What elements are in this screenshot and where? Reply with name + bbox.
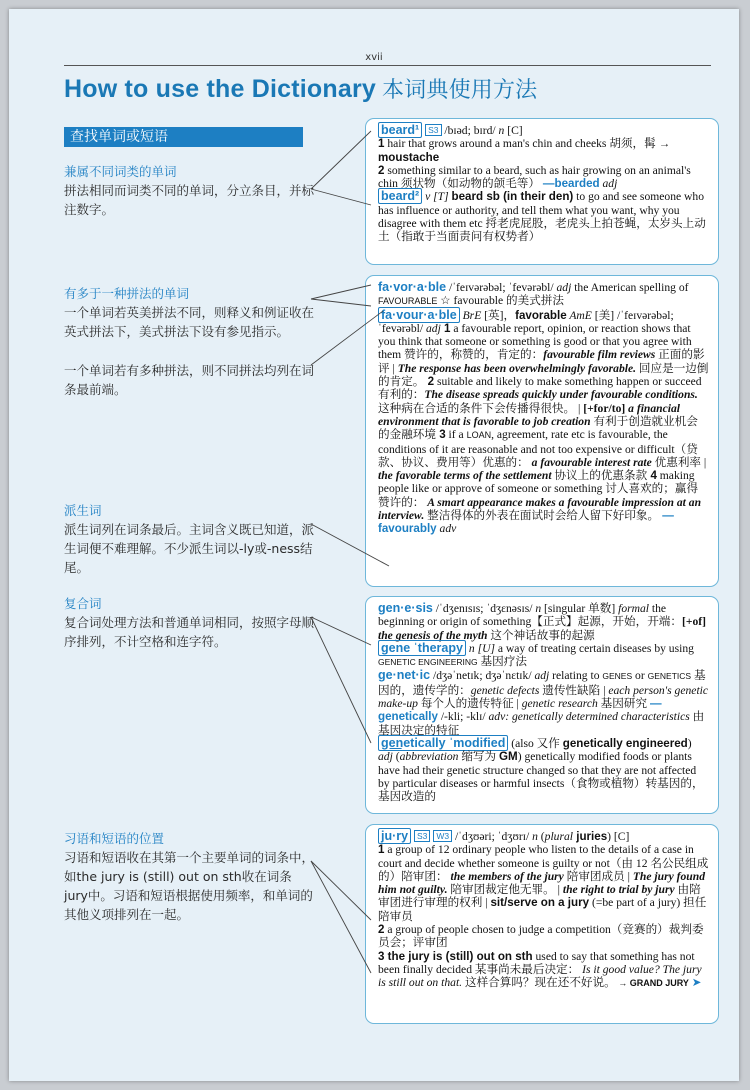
sense-number: 2 bbox=[424, 375, 435, 389]
collocation-translation: 担任陪审员 bbox=[378, 896, 707, 923]
frequency-tag-spoken: S3 bbox=[414, 830, 430, 842]
frequency-tag-written: W3 bbox=[433, 830, 452, 842]
sense-number: 4 bbox=[647, 469, 657, 483]
example-translation: 正面的影评 | bbox=[378, 348, 705, 375]
page-number: xvii bbox=[365, 52, 383, 63]
gloss: (=be part of a jury) bbox=[589, 896, 681, 910]
note-text-derivatives: 派生词列在词条最后。主词含义既已知道，派生词便不难理解。不少派生词以-ly或-ness结尾。 bbox=[64, 522, 315, 575]
part-of-speech: adv bbox=[436, 522, 457, 536]
title-en: How to use the Dictionary bbox=[64, 75, 376, 103]
part-of-speech: v [T] bbox=[422, 190, 452, 204]
definition: relating to bbox=[549, 669, 603, 683]
variant-form: genetically engineered bbox=[562, 736, 688, 750]
example: The response has been overwhelmingly favorable. bbox=[397, 361, 637, 375]
grammar-code: ) [C] bbox=[607, 830, 630, 843]
example-translation: 优惠利率 | bbox=[651, 455, 707, 469]
pronunciation: /-kli; -klɪ/ bbox=[437, 710, 489, 724]
arrow-icon: ➤ bbox=[688, 976, 702, 990]
example-translation: 这个神话故事的起源 bbox=[487, 628, 595, 642]
callout-line bbox=[311, 189, 371, 205]
callout-line bbox=[311, 524, 389, 566]
definition: something similar to a beard, such as hair growing on an animal's chin 须状物（如动物的颌毛等） bbox=[378, 163, 691, 191]
cross-reference: FAVOURABLE bbox=[378, 296, 438, 307]
part-of-speech: adj bbox=[556, 281, 572, 294]
cross-reference: → GRAND JURY bbox=[615, 978, 689, 989]
sense-number: 2 bbox=[378, 923, 385, 937]
cross-reference: GENETICS bbox=[647, 671, 692, 682]
headword-genetically-modified: ge͟netically ˈmodified bbox=[378, 735, 508, 751]
derivative: —favourably bbox=[378, 509, 674, 536]
definition: 基因的，遗传学的： bbox=[378, 669, 706, 697]
cross-reference: GENES bbox=[602, 671, 633, 682]
note-heading-idioms: 习语和短语的位置 bbox=[64, 831, 165, 846]
callout-line bbox=[311, 861, 371, 973]
note-text-spellings-1: 一个单词若英美拼法不同，则释义和例证收在英式拼法下，美式拼法下设有参见指示。 bbox=[64, 305, 315, 339]
note-text-idioms: 习语和短语收在其第一个主要单词的词条中，如the jury is (still) out on sth收在词条jury中。习语和短语根据使用频率，和单词的其他义项排列在一起。 bbox=[64, 850, 315, 922]
definition: ) bbox=[687, 736, 692, 750]
definition: (also 又作 bbox=[508, 736, 563, 750]
example-translation: 有利于创造就业机会的金融环境 bbox=[378, 414, 698, 442]
example-translation: 回应是一边倒的肯定。 bbox=[378, 361, 709, 389]
abbreviation: GM bbox=[499, 750, 518, 764]
dictionary-page bbox=[9, 9, 739, 1081]
callout-line bbox=[311, 617, 371, 645]
cross-reference: LOAN bbox=[466, 430, 492, 441]
definition: 基因疗法 bbox=[477, 655, 527, 669]
sense-number: 1 bbox=[378, 137, 385, 151]
definition: the beginning or origin of something【正式】起源，开始，开端： bbox=[378, 602, 682, 629]
example: the genesis of the myth bbox=[378, 628, 488, 642]
pronunciation: /ˈdʒʊəri; ˈdʒʊrɪ/ bbox=[452, 830, 533, 843]
note-text-homographs: 拼法相同而词类不同的单词，分立条目，并标注数字。 bbox=[64, 183, 315, 217]
example-translation: 每个人的遗传特征 | bbox=[417, 697, 522, 711]
definition: a group of people chosen to judge a competition（竞赛的）裁判委员会；评审团 bbox=[378, 923, 704, 950]
callout-line bbox=[311, 299, 371, 306]
register-label: formal bbox=[618, 602, 650, 615]
example-translation: 陪审团裁定他无罪。 | bbox=[447, 883, 563, 897]
headword-genetic: ge·net·ic bbox=[378, 668, 431, 683]
example-translation: 协议上的优惠条款 bbox=[551, 469, 648, 483]
grammar-code: [C] bbox=[504, 124, 523, 137]
sense-number: 1 bbox=[378, 843, 385, 857]
definition: ( bbox=[392, 750, 400, 764]
section-title: 查找单词或短语 bbox=[64, 127, 303, 147]
definition: a favourable report, opinion, or reaction shows that you think that someone or something is good or that you agree with them 赞许的，称赞的，肯定的： bbox=[378, 321, 692, 362]
part-of-speech: adj bbox=[425, 321, 441, 335]
definition: or bbox=[632, 669, 648, 683]
collocation: sit/serve on a jury bbox=[490, 896, 590, 910]
example-translation: 陪审团成员 | bbox=[563, 869, 633, 883]
example: genetic research bbox=[521, 697, 598, 711]
example: A smart appearance makes a favourable impression at an interview. bbox=[378, 495, 702, 523]
example: the right to trial by jury bbox=[562, 883, 675, 897]
title-cn: 本词典使用方法 bbox=[381, 77, 538, 102]
pronunciation: /ˈdʒenɪsɪs; ˈdʒɛnəsɪs/ bbox=[432, 602, 536, 615]
example-translation: 由基因决定的特征 bbox=[378, 710, 705, 737]
definition: suitable and likely to make something happen or succeed 有利的： bbox=[378, 375, 702, 402]
definition: a group of 12 ordinary people who listen to the details of a case in court and decide whether someone is guilty or not（由 12 名公民组成的）陪审团： bbox=[378, 843, 709, 883]
headword-genesis: gen·e·sis bbox=[378, 601, 433, 615]
definition: the American spelling of bbox=[571, 281, 689, 294]
grammar-code: [+of] bbox=[682, 615, 706, 629]
definition: ( bbox=[537, 830, 545, 843]
note-heading-compounds: 复合词 bbox=[64, 596, 102, 611]
part-of-speech: adj bbox=[378, 750, 393, 764]
example: the favorable terms of the settlement bbox=[378, 469, 552, 483]
note-heading-homographs: 兼属不同词类的单词 bbox=[64, 164, 177, 179]
abbreviation-label: abbreviation bbox=[399, 750, 459, 764]
idiom: the jury is (still) out on sth bbox=[384, 949, 533, 963]
cross-reference: GENETIC ENGINEERING bbox=[378, 657, 478, 668]
definition: 缩写为 bbox=[458, 750, 500, 764]
note-text-spellings-2: 一个单词若有多种拼法，则不同拼法均列在词条最前端。 bbox=[64, 363, 315, 397]
variant-spelling: favorable bbox=[515, 308, 567, 322]
headword-favourable: fa·vour·a·ble bbox=[378, 307, 460, 323]
example: Is it good value? The jury is still out on that. bbox=[378, 962, 702, 990]
example: favourable film reviews bbox=[543, 348, 656, 362]
headword-beard-2: beard² bbox=[378, 188, 422, 204]
callout-line bbox=[311, 861, 371, 920]
grammar-code: [singular 单数] bbox=[541, 602, 619, 615]
part-of-speech: n [U] bbox=[465, 641, 495, 655]
pronunciation: /ˈfeɪvərəbəl; ˈfevərəbl/ bbox=[446, 281, 557, 294]
example-translation: 这种病在合适的条件下会传播得很快。 | bbox=[378, 401, 584, 415]
definition: hair that grows around a man's chin and cheeks 胡须，髯 bbox=[384, 137, 659, 151]
example-translation: 这样合算吗？现在还不好说。 bbox=[462, 976, 616, 990]
sense-number: 3 bbox=[378, 949, 385, 963]
pronunciation: /dʒəˈnetɪk; dʒəˈnɛtɪk/ bbox=[430, 669, 535, 683]
example: a favourable interest rate bbox=[528, 455, 652, 469]
example-translation: 遗传性缺陷 | bbox=[539, 683, 609, 697]
callout-line bbox=[311, 285, 371, 299]
example: the members of the jury bbox=[447, 869, 564, 883]
part-of-speech: n bbox=[535, 602, 542, 615]
pronunciation: /ˈfeɪvərəbəl; ˈfevərəbl/ bbox=[378, 308, 674, 335]
definition: to go and see someone who has influence or authority, and tell them what you want, why you disagree with them etc 捋老虎屁股，老虎头上拍苍蝇，太岁头上动土（指敢于当面责问有权势者） bbox=[378, 190, 706, 244]
headword-favorable: fa·vor·a·ble bbox=[378, 280, 447, 294]
callout-line bbox=[311, 131, 371, 189]
region-label: BrE bbox=[459, 308, 482, 322]
region-label-cn: [美] bbox=[591, 308, 618, 322]
sense-number: 3 bbox=[435, 428, 446, 442]
part-of-speech: n bbox=[532, 830, 538, 843]
example: each person's genetic make-up bbox=[378, 683, 709, 711]
grammar-code: [+for/to] bbox=[583, 401, 626, 415]
headword-jury: ju·ry bbox=[378, 828, 411, 844]
definition: used to say that something has not been finally decided 某事尚未最后决定： bbox=[378, 949, 695, 976]
part-of-speech: adj bbox=[534, 669, 550, 683]
plural-label: plural bbox=[544, 830, 573, 843]
frequency-tag: S3 bbox=[425, 124, 441, 136]
example-translation: 整洁得体的外表在面试时会给人留下好印象。 bbox=[424, 509, 660, 523]
pronunciation: /bɪəd; bɪrd/ bbox=[441, 124, 499, 137]
headword-gene-therapy: gene ˈtherapy bbox=[378, 640, 466, 656]
note-heading-spellings: 有多于一种拼法的单词 bbox=[64, 286, 190, 301]
definition: a way of treating certain diseases by using bbox=[494, 641, 694, 655]
example: a financial environment that is favorable to job creation bbox=[378, 401, 680, 428]
derivative: —bearded bbox=[542, 177, 600, 191]
example: genetically determined characteristics bbox=[509, 710, 690, 724]
derivative: —genetically bbox=[378, 697, 662, 724]
part-of-speech: adv: bbox=[488, 710, 510, 724]
part-of-speech: n bbox=[498, 124, 505, 137]
example-translation: 基因研究 bbox=[597, 697, 650, 711]
part-of-speech: adj bbox=[599, 177, 618, 191]
phrase: beard sb (in their den) bbox=[451, 190, 574, 204]
note-text-compounds: 复合词处理方法和普通单词相同，按照字母顺序排列，不计空格和连字符。 bbox=[64, 615, 315, 649]
region-label: AmE bbox=[566, 308, 592, 322]
example: The disease spreads quickly under favourable conditions. bbox=[424, 388, 698, 402]
region-label-cn: [英]， bbox=[481, 308, 516, 322]
example: genetic defects bbox=[470, 683, 540, 697]
headword-beard-1: beard¹ bbox=[378, 122, 422, 138]
plural-form: juries bbox=[573, 830, 608, 843]
example-translation: 由陪审团进行审理的权利 | bbox=[378, 883, 701, 910]
sense-number: 1 bbox=[440, 321, 451, 335]
callout-line bbox=[311, 617, 371, 743]
definition: if a bbox=[445, 428, 467, 442]
sense-number: 2 bbox=[378, 163, 385, 177]
callout-lines bbox=[9, 9, 739, 1081]
definition: , agreement, rate etc is favourable, the conditions of it are reasonable and not too expensive or difficult（贷款、协议、费用等）优惠的： bbox=[378, 428, 698, 469]
cross-reference: → moustache bbox=[378, 137, 671, 164]
note-heading-derivatives: 派生词 bbox=[64, 503, 102, 518]
callout-line bbox=[311, 311, 383, 365]
definition: ) genetically modified foods or plants have had their genetic structure changed so that they are not affected by particular diseases or harmful insects（食物或植物）转基因的，基因改造的 bbox=[378, 750, 704, 804]
definition: making people like or approve of someone or something 讨人喜欢的；赢得赞许的： bbox=[378, 469, 699, 509]
definition: ☆ favourable 的美式拼法 bbox=[437, 294, 564, 308]
example: The jury found him not guilty. bbox=[378, 869, 705, 897]
